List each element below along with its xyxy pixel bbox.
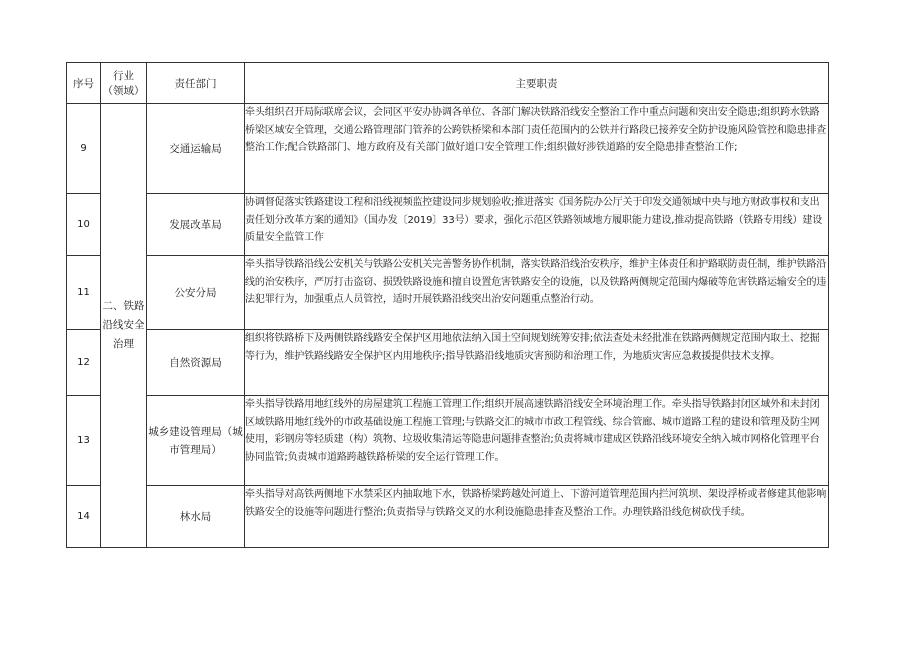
row-dept: 公安分局	[147, 256, 245, 330]
header-industry-line2: （领域）	[102, 85, 145, 97]
row-num: 14	[67, 486, 101, 548]
row-dept: 城乡建设管理局（城市管理局）	[147, 396, 245, 486]
row-duty: 牵头组织召开局际联席会议，会同区平安办协调各单位、各部门解决铁路沿线安全整治工作中重点问题和突出安全隐患;组织跨水铁路桥梁区域安全管理，交通公路管理部门管养的公跨铁桥梁和本部门责任范围内的公铁并行路段已接养安全防护设施风险管控和隐患排查整治工作;配合铁路部门、地方政府及有关部门做好道口安全管理工作;组织做好涉铁道路的安全隐患排查整治工作;	[245, 104, 829, 194]
header-industry	[101, 63, 147, 104]
row-duty: 协调督促落实铁路建设工程和沿线视频监控建设同步规划验收;推进落实《国务院办公厅关于印发交通领域中央与地方财政事权和支出责任划分改革方案的通知》（国办发〔2019〕33号）要求，强化示范区铁路领域地方履职能力建设,推动提高铁路（铁路专用线）建设质量安全监管工作	[245, 194, 829, 256]
row-dept: 林水局	[147, 486, 245, 548]
table-row	[67, 486, 829, 548]
table-row	[67, 396, 829, 486]
row-dept: 交通运输局	[147, 104, 245, 194]
row-duty: 牵头指导对高铁两侧地下水禁采区内抽取地下水，铁路桥梁跨越处河道上、下游河道管理范围内拦河筑坝、架设浮桥或者修建其他影响铁路安全的设施等问题进行整治;负责指导与铁路交叉的水利设施隐患排查及整治工作。办理铁路沿线危树砍伐手续。	[245, 486, 829, 548]
row-dept: 自然资源局	[147, 330, 245, 396]
industry-cell: 二、铁路沿线安全治理	[101, 104, 147, 548]
row-num: 11	[67, 256, 101, 330]
row-duty: 牵头指导铁路用地红线外的房屋建筑工程施工管理工作;组织开展高速铁路沿线安全环境治理工作。牵头指导铁路封闭区域外和未封闭区域铁路用地红线外的市政基础设施工程施工管理;与铁路交汇的城市市政工程管线、综合管廊、城市道路工程的建设和管理及防尘网使用，彩钢房等轻质建（构）筑物、垃圾收集清运等隐患问题排查整治;负责将城市建成区铁路沿线环境安全纳入城市网格化管理平台协同监管;负责城市道路跨越铁路桥梁的安全运行管理工作。	[245, 396, 829, 486]
table-row	[67, 256, 829, 330]
duty-table	[66, 62, 829, 548]
header-industry-line1: 行业	[113, 70, 134, 82]
row-num: 12	[67, 330, 101, 396]
row-duty: 组织将铁路桥下及两侧铁路线路安全保护区用地依法纳入国土空间规划统筹安排;依法查处未经批准在铁路两侧规定范围内取土、挖掘等行为，维护铁路线路安全保护区内用地秩序;指导铁路沿线地质灾害预防和治理工作，为地质灾害应急救援提供技术支撑。	[245, 330, 829, 396]
header-dept: 责任部门	[147, 63, 245, 104]
row-dept: 发展改革局	[147, 194, 245, 256]
table-row	[67, 330, 829, 396]
header-row	[67, 63, 829, 104]
row-num: 13	[67, 396, 101, 486]
row-duty: 牵头指导铁路沿线公安机关与铁路公安机关完善警务协作机制，落实铁路沿线治安秩序，维护主体责任和护路联防责任制，维护铁路沿线的治安秩序，严厉打击盗窃、损毁铁路设施和擅自设置危害铁路安全的设施，以及铁路两侧规定范围内爆破等危害铁路运输安全的违法犯罪行为，加强重点人员管控，适时开展铁路沿线突出治安问题重点整治行动。	[245, 256, 829, 330]
table-row	[67, 194, 829, 256]
table-row	[67, 104, 829, 194]
header-duty: 主要职责	[245, 63, 829, 104]
row-num: 10	[67, 194, 101, 256]
row-num: 9	[67, 104, 101, 194]
header-num: 序号	[67, 63, 101, 104]
